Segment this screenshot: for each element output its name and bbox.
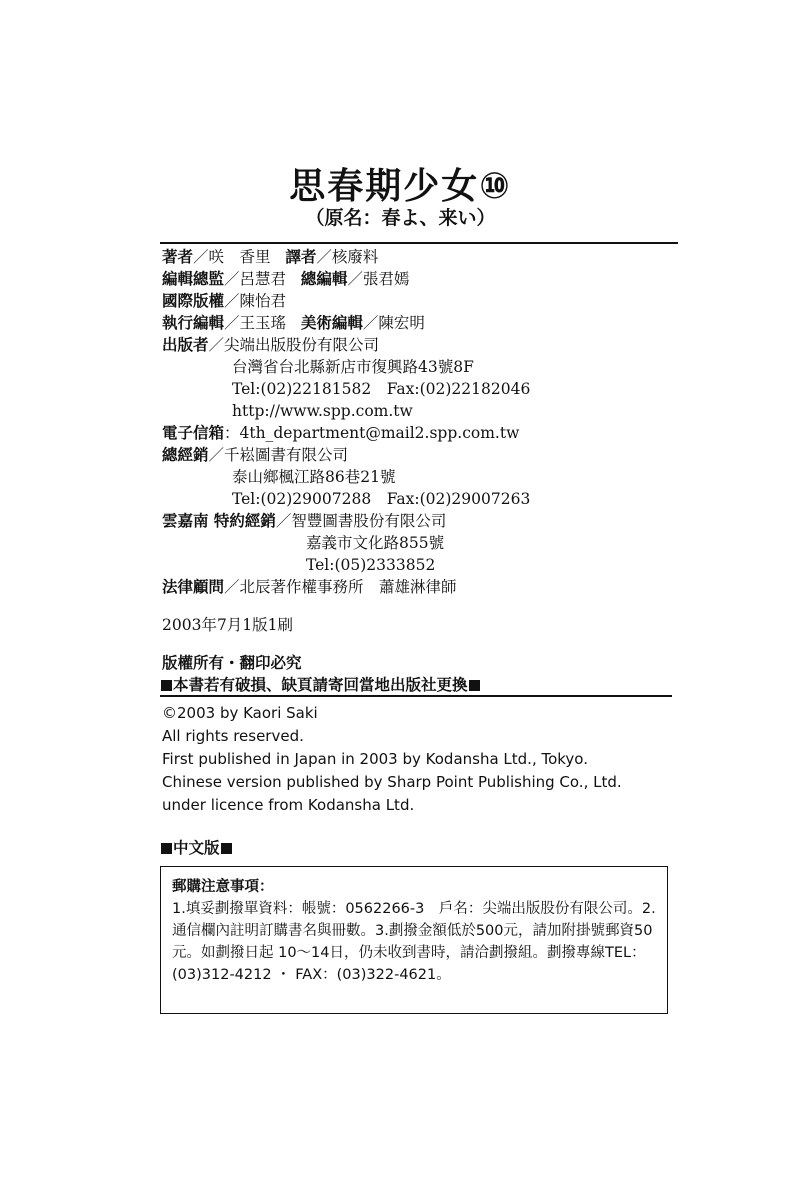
publisher-phone: Tel:(02)22181582 Fax:(02)22182046 xyxy=(232,380,531,398)
mail-order-body: 1.填妥劃撥單資料：帳號：0562266-3 戶名：尖端出版股份有限公司。2.通信欄內註明訂購書名與冊數。3.劃撥金額低於500元，請加附掛號郵資50元。如劃撥日起 10～14日，仍未收到書時，請洽劃撥組。劃撥專線TEL：(03)312-4212 ・ FAX：(03)322-4621。 xyxy=(172,901,656,983)
credit-value: 智豐圖書股份有限公司 xyxy=(291,512,447,530)
credit-exec-art-editor: 執行編輯／王玉瑤 美術編輯／陳宏明 xyxy=(162,314,425,332)
credit-value: 王玉瑤 xyxy=(239,314,287,332)
return-notice xyxy=(160,673,481,695)
credit-distributor: 總經銷／千崧圖書有限公司 xyxy=(162,446,349,464)
credit-label: 編輯總監 xyxy=(162,270,225,288)
credit-label: 國際版權 xyxy=(162,292,225,310)
chinese-edition-text: 中文版 xyxy=(173,839,220,857)
book-title: 思春期少女⑩ xyxy=(289,166,512,207)
credit-regional-distributor: 雲嘉南 特約經銷／智豐圖書股份有限公司 xyxy=(162,512,447,530)
english-copyright: ©2003 by Kaori Saki xyxy=(162,704,318,722)
mail-order-notice-box xyxy=(160,866,668,1014)
english-first-published: First published in Japan in 2003 by Kodansha Ltd., Tokyo. xyxy=(162,750,588,768)
credit-editor-director: 編輯總監／呂慧君 總編輯／張君嫣 xyxy=(162,270,410,288)
credit-rights: 國際版權／陳怡君 xyxy=(162,292,287,310)
original-title: （原名：春よ、来い） xyxy=(305,207,496,229)
regional-address: 嘉義市文化路855號 xyxy=(306,534,445,552)
distributor-address: 泰山鄉楓江路86巷21號 xyxy=(232,468,396,486)
credit-value: 千崧圖書有限公司 xyxy=(224,446,349,464)
english-chinese-version: Chinese version published by Sharp Point Publishing Co., Ltd. xyxy=(162,773,622,791)
email-address: 4th_department@mail2.spp.com.tw xyxy=(239,424,520,442)
credit-legal: 法律顧問／北辰著作權事務所 蕭雄淋律師 xyxy=(162,578,457,596)
top-divider xyxy=(160,242,678,244)
credit-label: 著者 xyxy=(162,248,194,266)
credit-value: 核廢料 xyxy=(331,248,379,266)
publisher-address: 台灣省台北縣新店市復興路43號8F xyxy=(232,358,474,376)
credit-label: 譯者 xyxy=(285,248,317,266)
english-licence: under licence from Kodansha Ltd. xyxy=(162,796,415,814)
credit-label: 總編輯 xyxy=(300,270,348,288)
middle-divider xyxy=(160,695,672,697)
credit-label: 電子信箱 xyxy=(162,424,225,442)
chinese-edition-label xyxy=(160,836,233,858)
square-bullet-icon xyxy=(161,680,172,691)
english-rights: All rights reserved. xyxy=(162,727,304,745)
square-bullet-icon xyxy=(469,680,480,691)
credit-label: 出版者 xyxy=(162,336,209,354)
distributor-phone: Tel:(02)29007288 Fax:(02)29007263 xyxy=(232,490,531,508)
edition-info: 2003年7月1版1刷 xyxy=(162,616,294,634)
credit-value: 北辰著作權事務所 蕭雄淋律師 xyxy=(239,578,457,596)
credit-label: 總經銷 xyxy=(162,446,209,464)
credit-email: 電子信箱：4th_department@mail2.spp.com.tw xyxy=(162,424,520,442)
credit-label: 美術編輯 xyxy=(300,314,363,332)
copyright-notice: 版權所有・翻印必究 xyxy=(162,654,302,672)
credit-author-translator: 著者／咲 香里 譯者／核廢料 xyxy=(162,248,379,266)
credit-value: 咲 香里 xyxy=(208,248,271,266)
credit-label: 法律顧問 xyxy=(162,578,225,596)
return-notice-text: 本書若有破損、缺頁請寄回當地出版社更換 xyxy=(173,676,468,694)
square-bullet-icon xyxy=(161,843,172,854)
credit-value: 尖端出版股份有限公司 xyxy=(224,336,380,354)
credit-label: 執行編輯 xyxy=(162,314,225,332)
publisher-website: http://www.spp.com.tw xyxy=(232,402,413,420)
credit-value: 呂慧君 xyxy=(239,270,287,288)
credit-value: 陳怡君 xyxy=(239,292,287,310)
regional-phone: Tel:(05)2333852 xyxy=(306,556,436,574)
mail-order-title: 郵購注意事項： xyxy=(172,879,274,895)
credit-value: 張君嫣 xyxy=(362,270,410,288)
credit-publisher: 出版者／尖端出版股份有限公司 xyxy=(162,336,380,354)
square-bullet-icon xyxy=(221,843,232,854)
credit-value: 陳宏明 xyxy=(378,314,425,332)
credit-label: 雲嘉南 特約經銷 xyxy=(162,512,276,530)
